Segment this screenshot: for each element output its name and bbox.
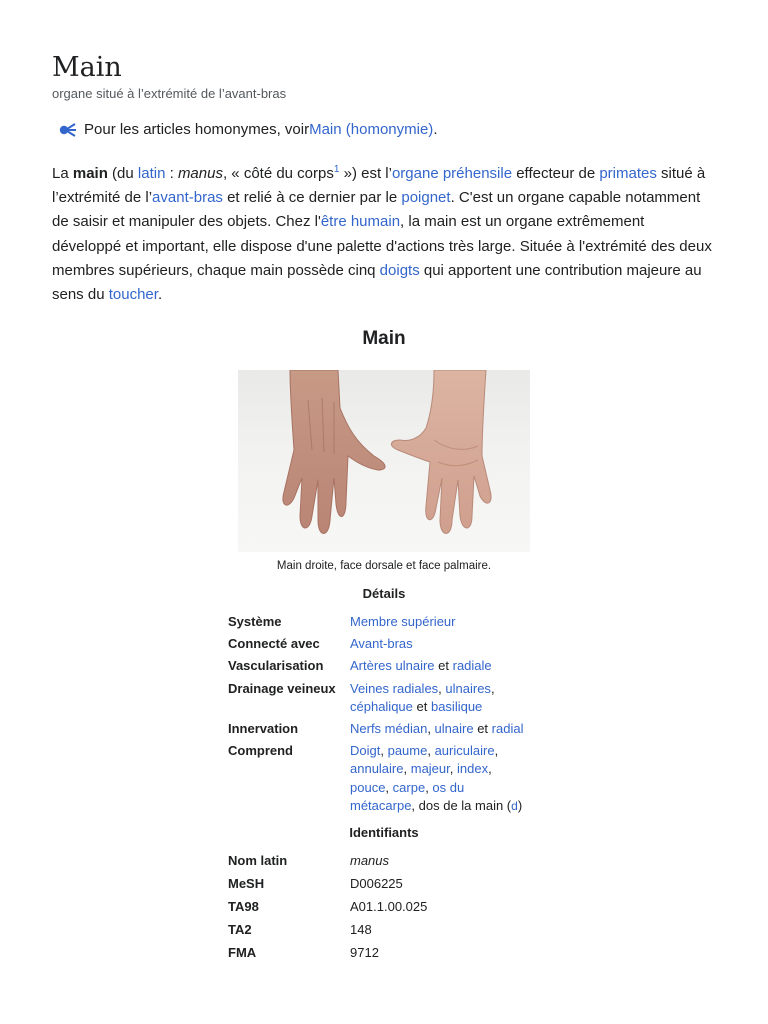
image-caption: Main droite, face dorsale et face palmaire. [276, 560, 492, 572]
link-radiale[interactable]: radiale [452, 658, 492, 674]
link-carpe[interactable]: carpe [392, 779, 426, 795]
link-auriculaire[interactable]: auriculaire [434, 743, 495, 759]
intro-text: La [52, 165, 73, 182]
link-majeur[interactable]: majeur [410, 761, 450, 777]
link-radial[interactable]: radial [491, 721, 524, 737]
link-primates[interactable]: primates [599, 165, 657, 182]
link-doigt[interactable]: Doigt [350, 743, 381, 759]
separator: , [427, 721, 435, 737]
page-subtitle: organe situé à l’extrémité de l’avant-bras [52, 86, 287, 101]
row-label: Connecté avec [228, 636, 320, 652]
row-label: Comprend [228, 743, 293, 759]
section-identifiants-header: Identifiants [349, 825, 419, 841]
hatnote-prefix: Pour les articles homonymes, voir [84, 121, 310, 138]
link-arteres-ulnaire[interactable]: Artères ulnaire [350, 658, 435, 674]
intro-text: : [165, 165, 178, 182]
intro-text: effecteur de [512, 165, 600, 182]
row-label: FMA [228, 945, 257, 961]
link-index[interactable]: index [457, 761, 489, 777]
row-label: Nom latin [228, 853, 288, 869]
intro-text: . C'est un organe capable notamment de saisir et manipuler des objets. Chez l' [52, 189, 701, 231]
separator: et [412, 698, 431, 714]
nom-latin-value: manus [350, 853, 390, 869]
fma-value: 9712 [350, 945, 379, 961]
separator: , [488, 761, 492, 777]
table-row [224, 718, 534, 740]
link-poignet[interactable]: poignet [401, 189, 451, 207]
hatnote-suffix: . [433, 121, 438, 138]
table-row [224, 895, 534, 918]
ta98-value: A01.1.00.025 [350, 899, 428, 915]
table-row [224, 633, 534, 655]
link-etre-humain[interactable]: être humain [320, 213, 401, 231]
link-latin[interactable]: latin [137, 165, 166, 182]
link-ulnaire[interactable]: ulnaire [434, 721, 474, 737]
link-doigts[interactable]: doigts [379, 261, 420, 279]
intro-text: qui apportent une contribution majeure au sens du [52, 261, 702, 304]
reference-link[interactable]: 1 [333, 164, 340, 175]
disambiguation-icon [56, 120, 80, 140]
comprend-close: ) [517, 797, 523, 813]
section-details-header: Détails [362, 586, 406, 601]
link-veines-radiales[interactable]: Veines radiales [350, 680, 439, 696]
separator: , [380, 743, 388, 759]
separator: , [438, 680, 446, 696]
link-avant-bras[interactable]: avant-bras [152, 189, 223, 207]
row-label: TA2 [228, 922, 252, 938]
separator: , [425, 779, 433, 795]
hands-image[interactable] [238, 370, 530, 552]
link-os-du-metacarpe[interactable]: os du métacarpe [350, 779, 465, 813]
separator: , [449, 761, 457, 777]
hatnote [56, 120, 437, 140]
wikidata-link[interactable]: d [511, 798, 518, 813]
separator: et [434, 658, 453, 674]
row-label: Vascularisation [228, 658, 324, 674]
table-row [224, 849, 534, 872]
intro-text: , la main est un organe extrêmement développé et important, elle dispose d'une palette d'actions très large. Située à l'extrémité des deux membres supérieurs, chaque main possède cinq [52, 213, 712, 279]
table-row [224, 611, 534, 633]
link-membre-superieur[interactable]: Membre supérieur [350, 614, 456, 629]
mesh-value: D006225 [350, 876, 403, 892]
link-pouce[interactable]: pouce [350, 779, 386, 795]
row-label: Drainage veineux [228, 680, 336, 696]
link-cephalique[interactable]: céphalique [350, 698, 413, 714]
details-table [224, 611, 534, 817]
comprend-tail: , dos de la main ( [411, 797, 512, 813]
separator: , [427, 743, 435, 759]
infobox-title: Main [362, 328, 406, 349]
separator: , [494, 743, 499, 759]
link-toucher[interactable]: toucher [108, 286, 158, 304]
intro-text: situé à l’extrémité de l’ [52, 165, 706, 207]
link-annulaire[interactable]: annulaire [350, 761, 404, 777]
hatnote-link-homonymie[interactable]: Main (homonymie) [309, 121, 434, 138]
row-label: MeSH [228, 876, 265, 892]
table-row [224, 872, 534, 895]
ta2-value: 148 [350, 922, 372, 938]
separator: , [490, 680, 495, 696]
separator: , [403, 761, 411, 777]
row-label: TA98 [228, 899, 259, 915]
intro-italic-manus: manus [177, 165, 223, 182]
table-row [224, 918, 534, 941]
page-title: Main [52, 52, 122, 83]
link-avant-bras[interactable]: Avant-bras [350, 636, 413, 652]
link-basilique[interactable]: basilique [430, 698, 483, 714]
intro-paragraph [52, 162, 716, 307]
intro-text: ») est l’ [339, 165, 392, 182]
link-ulnaires[interactable]: ulnaires [445, 680, 491, 696]
intro-text: , « côté du corps [222, 165, 334, 182]
intro-text: (du [107, 165, 138, 182]
infobox [222, 320, 546, 964]
table-row [224, 678, 534, 718]
row-label: Système [228, 614, 282, 629]
intro-text: et relié à ce dernier par le [222, 189, 402, 207]
identifiers-table [224, 849, 534, 964]
separator: et [473, 721, 492, 737]
link-nerfs-median[interactable]: Nerfs médian [350, 721, 428, 737]
table-row [224, 941, 534, 964]
table-row [224, 655, 534, 677]
table-row [224, 740, 534, 817]
intro-bold-main: main [72, 165, 108, 182]
row-label: Innervation [228, 721, 299, 737]
intro-text: . [157, 286, 163, 304]
separator: , [385, 779, 393, 795]
link-paume[interactable]: paume [387, 743, 428, 759]
link-organe-prehensile[interactable]: organe préhensile [391, 165, 513, 182]
